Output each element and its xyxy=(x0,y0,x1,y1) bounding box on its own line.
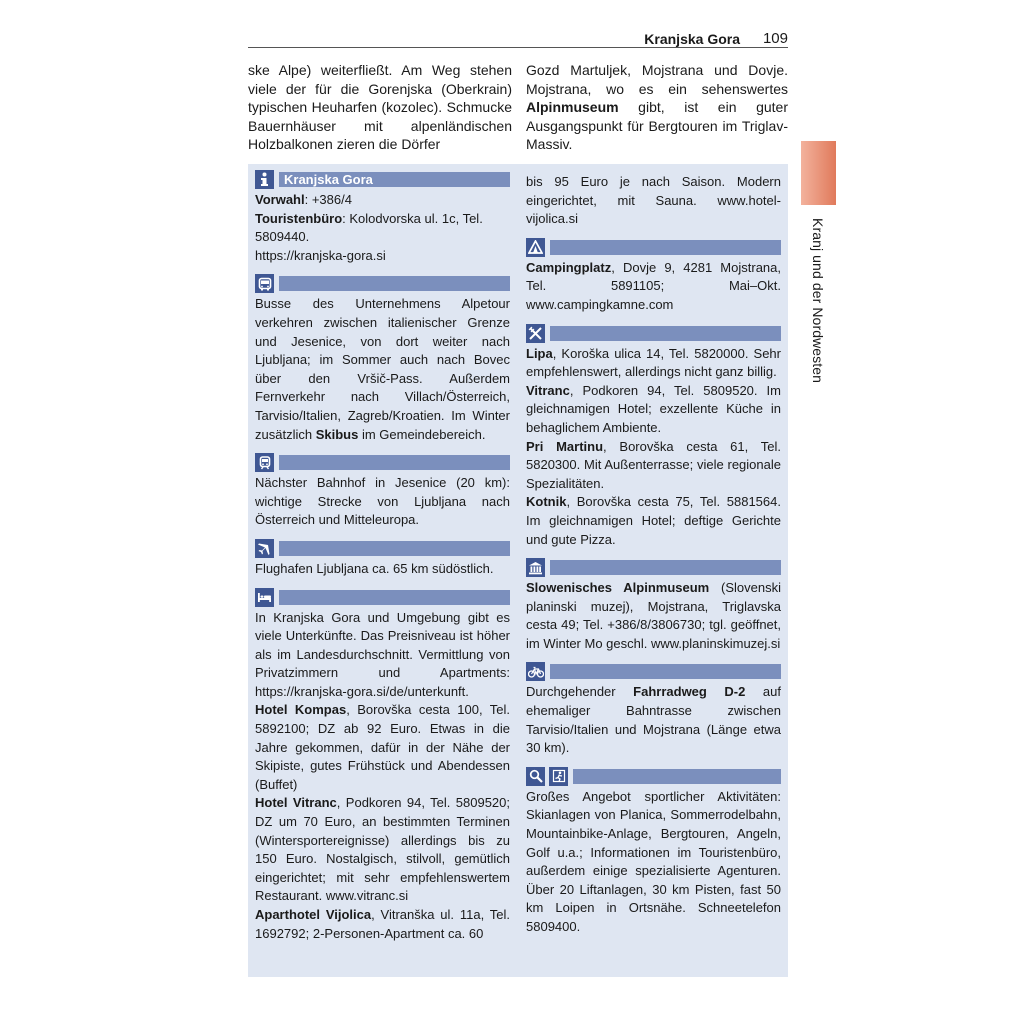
restaurant-bar xyxy=(526,324,781,343)
touristenbuero-line xyxy=(255,210,510,247)
info-icon xyxy=(255,170,274,189)
bike-bar xyxy=(526,662,781,681)
lodging-bar xyxy=(255,588,510,607)
flight-text: Flughafen Ljubljana ca. 65 km südöstlich. xyxy=(255,560,494,576)
sports-icon xyxy=(549,767,568,786)
camping-bar-fill xyxy=(550,240,781,255)
restaurant-name: Pri Martinu xyxy=(526,438,604,454)
lodging-continuation: bis 95 Euro je nach Saison. Modern eingerichtet, mit Sauna. www.hotel-vijolica.si xyxy=(526,174,781,227)
activities-section xyxy=(526,767,781,937)
hotel-name: Hotel Vitranc xyxy=(255,795,337,811)
museum-icon xyxy=(526,558,545,577)
restaurant-entry xyxy=(526,345,781,382)
intro-right-text-end: gibt, ist ein guter Ausgangspunkt für Bergtouren im Triglav-Massiv. xyxy=(526,99,788,153)
hotel-entry xyxy=(255,906,510,943)
info-box-right-column xyxy=(526,173,781,946)
restaurant-name: Kotnik xyxy=(526,494,567,510)
skibus-term: Skibus xyxy=(315,426,359,442)
bus-text xyxy=(255,295,510,444)
intro-right-text: Gozd Martuljek, Mojstrana und Dovje. Mojstrana, wo es ein sehenswertes xyxy=(526,62,788,97)
chapter-side-label: Kranj und der Nordwesten xyxy=(810,218,826,384)
camping-bar xyxy=(526,238,781,257)
bike-text-end: auf ehemaliger Bahntrasse zwischen Tarvisio/Italien und Mojstrana (Länge etwa 30 km). xyxy=(526,684,781,756)
bus-section xyxy=(255,274,510,444)
museum-entry xyxy=(526,579,781,653)
restaurant-entry xyxy=(526,382,781,438)
flight-bar-fill xyxy=(279,541,510,556)
museum-section xyxy=(526,558,781,653)
magnifier-icon xyxy=(526,767,545,786)
vorwahl-value: : +386/4 xyxy=(304,192,352,207)
hotel-details: , Borovška cesta 100, Tel. 5892100; DZ ab 92 Euro. Etwas in die Jahre gekommen, dafür in der Nähe der Skipiste, gutes Frühstück und Abendessen (Buffet) xyxy=(255,702,510,792)
lodging-intro: In Kranjska Gora und Umgebung gibt es viele Unterkünfte. Das Preisniveau ist höher als im Landesdurchschnitt. Vermittlung von Privatzimmern und Apartments: https://kranjska-gora.si/de/unterkunft. xyxy=(255,609,510,699)
info-box-left-column xyxy=(255,170,510,952)
hotel-details: , Vitranška ul. 11a, Tel. 1692792; 2-Personen-Apartment ca. 60 xyxy=(255,907,510,941)
train-section xyxy=(255,453,510,530)
hotel-name: Hotel Kompas xyxy=(255,702,347,718)
train-icon xyxy=(255,453,274,472)
lodging-bar-fill xyxy=(279,590,510,605)
restaurant-entry xyxy=(526,493,781,549)
page-number: 109 xyxy=(762,30,788,47)
info-section xyxy=(255,170,510,265)
flight-bar xyxy=(255,539,510,558)
info-url: https://kranjska-gora.si xyxy=(255,247,386,263)
hotel-entry xyxy=(255,794,510,906)
alpinmuseum-term: Alpinmuseum xyxy=(526,99,619,116)
bed-icon xyxy=(255,588,274,607)
restaurant-section xyxy=(526,324,781,550)
tent-icon xyxy=(526,238,545,257)
restaurant-name: Vitranc xyxy=(526,382,570,398)
bus-icon xyxy=(255,274,274,293)
header-title: Kranjska Gora xyxy=(644,31,740,47)
bike-bar-fill xyxy=(550,664,781,679)
restaurant-details: , Borovška cesta 75, Tel. 5881564. Im gleichnamigen Hotel; deftige Gerichte und gute Pizza. xyxy=(526,494,781,547)
info-heading: Kranjska Gora xyxy=(279,172,510,187)
bicycle-icon xyxy=(526,662,545,681)
activities-text: Großes Angebot sportlicher Aktivitäten: Skianlagen von Planica, Sommerrodelbahn, Mountainbike-Anlage, Bergtouren, Angeln, Golf u.a.; Informationen im Touristenbüro, außerdem einige spezialisierte Agenturen. Über 20 Liftanlagen, 30 km Pisten, fast 50 km Loipen in Ortsnähe. Schneetelefon 5809400. xyxy=(526,788,781,934)
bus-text-start: Busse des Unternehmens Alpetour verkehren zwischen italienischer Grenze und Jesenice, von dort weiter nach Ljubljana; im Sommer auch nach Bovec über den Vršič-Pass. Außerdem Fernverkehr nach Villach/Österreich, Tarvisio/Italien, Zagreb/Kroatien. Im Winter zusätzlich xyxy=(255,296,510,442)
lodging-section xyxy=(255,588,510,944)
restaurant-name: Lipa xyxy=(526,345,553,361)
bus-bar-fill xyxy=(279,276,510,291)
intro-left-text: ske Alpe) weiterfließt. Am Weg stehen viele der für die Gorenjska (Oberkrain) typischen Heuharfen (kozolec). Schmucke Bauernhäuser mit alpenländischen Holzbalkonen zieren die Dörfer xyxy=(248,62,512,153)
touristenbuero-label: Touristenbüro xyxy=(255,210,343,226)
camping-entry xyxy=(526,259,781,315)
activities-bar-fill xyxy=(573,769,781,784)
touristenbuero-value: : Kolodvorska ul. 1c, Tel. 5809440. xyxy=(255,210,483,245)
chapter-color-tab xyxy=(801,141,836,205)
museum-bar-fill xyxy=(550,560,781,575)
intro-right-column xyxy=(526,61,788,154)
airplane-icon xyxy=(255,539,274,558)
bike-text-start: Durchgehender xyxy=(526,684,634,700)
bike-section xyxy=(526,662,781,757)
running-header xyxy=(248,30,788,48)
camping-section xyxy=(526,238,781,315)
museum-bar xyxy=(526,558,781,577)
train-bar-fill xyxy=(279,455,510,470)
hotel-entry xyxy=(255,701,510,794)
restaurant-details: , Podkoren 94, Tel. 5809520. Im gleichnamigen Hotel; exzellente Küche in behaglichem Ambiente. xyxy=(526,382,781,435)
restaurant-details: , Borovška cesta 61, Tel. 5820300. Mit Außenterrasse; viele regionale Spezialitäten. xyxy=(526,438,781,491)
flight-section xyxy=(255,539,510,579)
bus-bar xyxy=(255,274,510,293)
camping-name: Campingplatz xyxy=(526,259,612,275)
camping-details: , Dovje 9, 4281 Mojstrana, Tel. 5891105; Mai–Okt. www.campingkamne.com xyxy=(526,259,781,312)
bus-text-end: im Gemeindebereich. xyxy=(358,426,486,442)
intro-left-column xyxy=(248,61,512,154)
activities-bar xyxy=(526,767,781,786)
museum-name: Slowenisches Alpinmuseum xyxy=(526,580,710,596)
bike-text xyxy=(526,683,781,757)
train-bar xyxy=(255,453,510,472)
restaurant-details: , Koroška ulica 14, Tel. 5820000. Sehr empfehlenswert, allerdings nicht ganz billig. xyxy=(526,345,781,380)
hotel-name: Aparthotel Vijolica xyxy=(255,907,372,922)
restaurant-entry xyxy=(526,438,781,494)
restaurant-bar-fill xyxy=(550,326,781,341)
info-heading-bar xyxy=(255,170,510,189)
train-text: Nächster Bahnhof in Jesenice (20 km): wichtige Strecke von Ljubljana nach Österreich und Mitteleuropa. xyxy=(255,475,510,528)
fahrradweg-term: Fahrradweg D-2 xyxy=(633,684,746,700)
vorwahl-label: Vorwahl xyxy=(255,192,305,207)
museum-details: (Slovenski planinski muzej), Mojstrana, Triglavska cesta 49; Tel. +386/8/3806730; tgl. geöffnet, im Winter Mo geschl. www.planinskimuzej.si xyxy=(526,580,782,651)
fork-knife-icon xyxy=(526,324,545,343)
hotel-details: , Podkoren 94, Tel. 5809520; DZ um 70 Euro, an bestimmten Terminen (Wintersportereignisse) allerdings bis zu 150 Euro. Nostalgisch, stilvoll, gemütlich eingerichtet; mit sehr empfehlenswertem Restaurant. www.vitranc.si xyxy=(255,795,511,904)
vorwahl-line xyxy=(255,191,510,210)
